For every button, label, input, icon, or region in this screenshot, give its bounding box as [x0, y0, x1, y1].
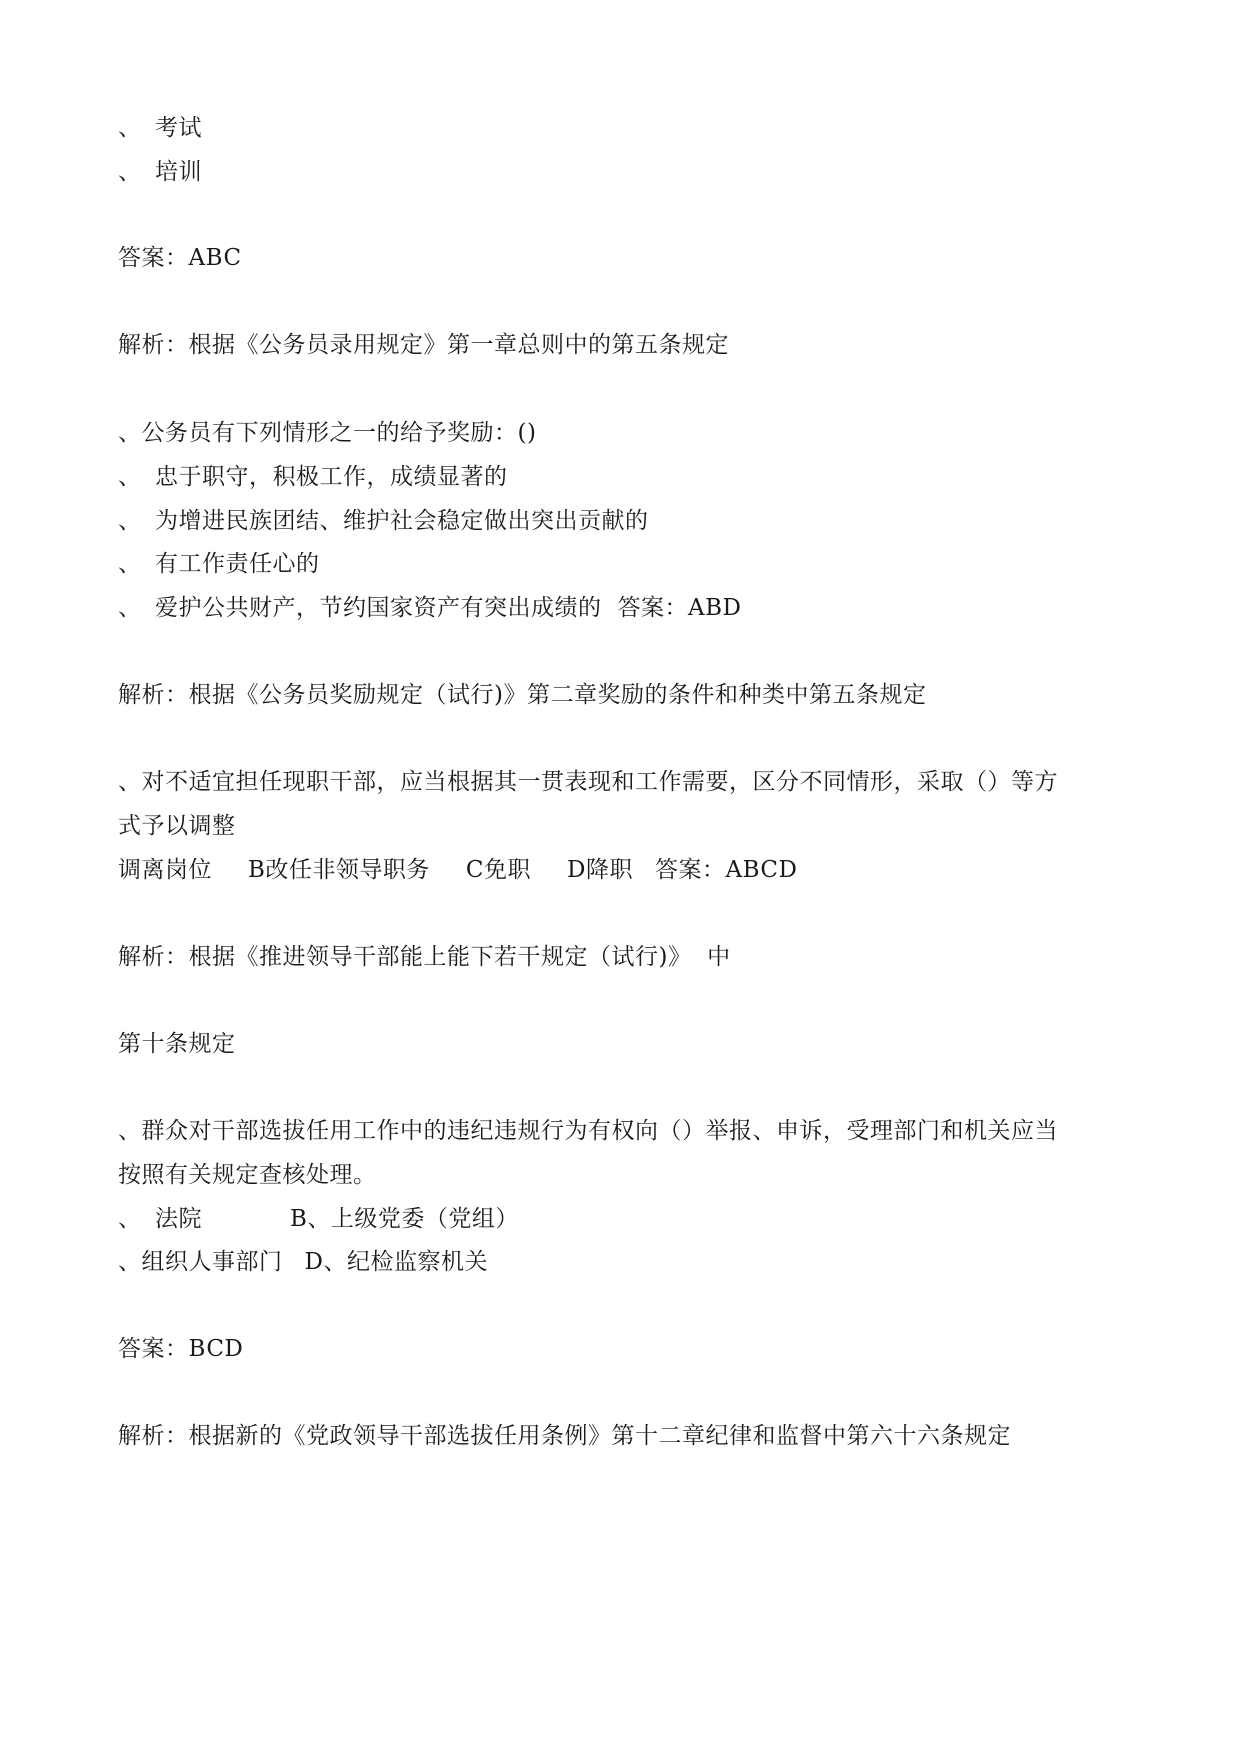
q3-answer: 答案：BCD	[118, 1336, 244, 1362]
q3-option-d: D、纪检监察机关	[304, 1249, 488, 1275]
q1-option-b: 为增进民族团结、维护社会稳定做出突出贡献的	[155, 508, 649, 534]
q2-option-b: B改任非领导职务	[248, 857, 430, 883]
q0-answer: 答案：ABC	[118, 245, 242, 271]
q3-stem-line2: 按照有关规定查核处理。	[118, 1162, 377, 1188]
q3-option-c: 、组织人事部门	[118, 1249, 283, 1275]
option-bullet: 、	[118, 1206, 141, 1232]
q2-analysis-line2: 第十条规定	[118, 1031, 236, 1057]
q2-answer: 答案：ABCD	[654, 857, 798, 883]
q2-options-line	[118, 855, 797, 885]
q3-options-line2	[118, 1247, 488, 1277]
q1-option-c: 有工作责任心的	[155, 551, 320, 577]
q2-stem-line1: 、对不适宜担任现职干部，应当根据其一贯表现和工作需要，区分不同情形，采取（）等方	[118, 769, 1058, 795]
q1-option-d	[155, 593, 741, 623]
q3-stem-line1: 、群众对干部选拔任用工作中的违纪违规行为有权向（）举报、申诉，受理部门和机关应当	[118, 1118, 1058, 1144]
q0-option-d: 培训	[155, 159, 202, 185]
q1-analysis: 解析：根据《公务员奖励规定（试行)》第二章奖励的条件和种类中第五条规定	[118, 682, 927, 708]
q3-option-b: B、上级党委（党组）	[290, 1206, 519, 1232]
option-bullet: 、	[118, 115, 141, 141]
option-bullet: 、	[118, 508, 141, 534]
q2-option-d: D降职	[567, 857, 633, 883]
option-bullet: 、	[118, 159, 141, 185]
option-bullet: 、	[118, 464, 141, 490]
q1-option-d-text: 爱护公共财产，节约国家资产有突出成绩的	[155, 595, 602, 621]
q2-analysis-line1: 解析：根据《推进领导干部能上能下若干规定（试行)》 中	[118, 944, 731, 970]
q3-options-line1	[155, 1204, 519, 1234]
option-bullet: 、	[118, 551, 141, 577]
q1-option-a: 忠于职守，积极工作，成绩显著的	[155, 464, 508, 490]
q3-analysis: 解析：根据新的《党政领导干部选拔任用条例》第十二章纪律和监督中第六十六条规定	[118, 1423, 1011, 1449]
q1-stem: 、公务员有下列情形之一的给予奖励：()	[118, 420, 537, 446]
q2-option-a: 调离岗位	[118, 857, 212, 883]
q2-stem-line2: 式予以调整	[118, 813, 236, 839]
q0-analysis: 解析：根据《公务员录用规定》第一章总则中的第五条规定	[118, 332, 729, 358]
q0-option-c: 考试	[155, 115, 202, 141]
q3-option-a: 法院	[155, 1206, 202, 1232]
q2-option-c: C免职	[465, 857, 532, 883]
option-bullet: 、	[118, 595, 141, 621]
q1-answer: 答案：ABD	[617, 595, 742, 621]
